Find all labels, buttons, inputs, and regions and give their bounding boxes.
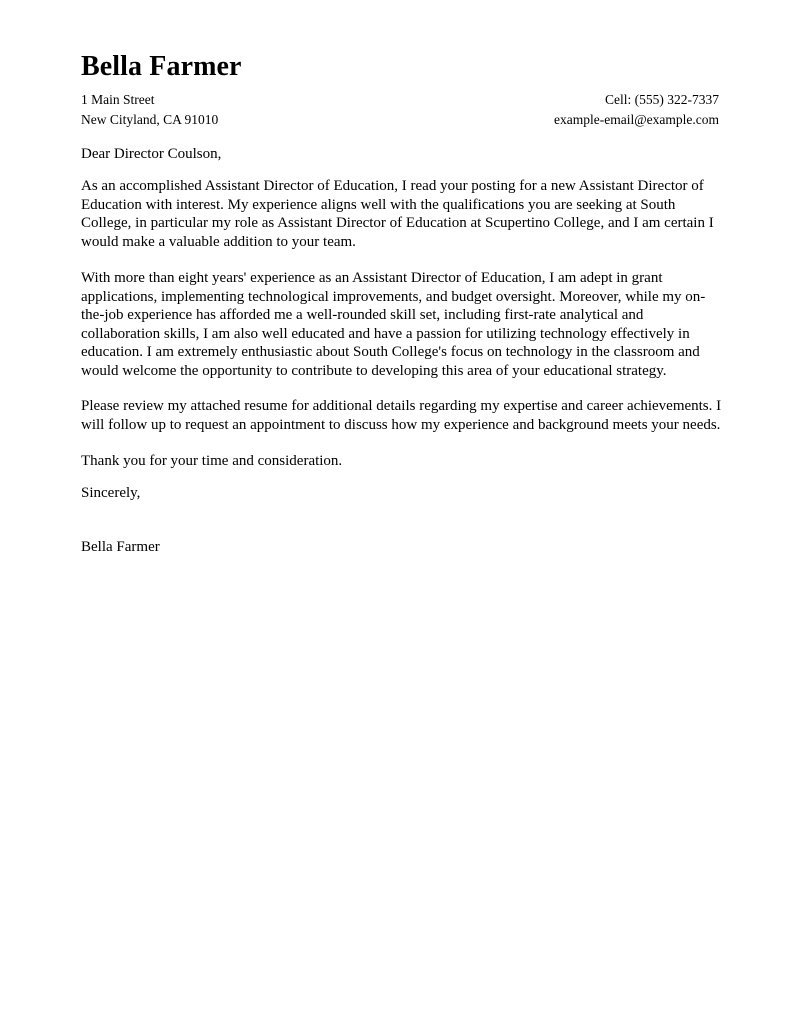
sender-street-address: 1 Main Street <box>81 92 155 107</box>
paragraph-line: would welcome the opportunity to contribute to developing this area of your educational strategy. <box>81 362 667 379</box>
paragraph-line: would make a valuable addition to your team. <box>81 233 356 250</box>
paragraph-line: will follow up to request an appointment to discuss how my experience and background meets your needs. <box>81 416 721 433</box>
sender-city-state-zip: New Cityland, CA 91010 <box>81 112 219 127</box>
paragraph-line: Education with interest. My experience aligns well with the qualifications you are seeking at South <box>81 196 676 213</box>
paragraph-line: applications, implementing technological improvements, and budget oversight. Moreover, while my on- <box>81 288 706 305</box>
paragraph-line: Please review my attached resume for additional details regarding my expertise and career achievements. I <box>81 398 722 414</box>
paragraph-line: As an accomplished Assistant Director of Education, I read your posting for a new Assistant Director of <box>81 178 704 194</box>
signature-name: Bella Farmer <box>81 539 160 555</box>
paragraph-line: collaboration skills, I am also well educated and have a passion for utilizing technology effectively in <box>81 325 690 342</box>
closing: Sincerely, <box>81 485 141 501</box>
body-paragraph-3 <box>81 397 731 434</box>
paragraph-line: With more than eight years' experience as an Assistant Director of Education, I am adept in grant <box>81 270 663 286</box>
thank-you-line: Thank you for your time and consideration. <box>81 453 343 469</box>
sender-email: example-email@example.com <box>554 112 719 127</box>
salutation: Dear Director Coulson, <box>81 146 222 162</box>
sender-phone: Cell: (555) 322-7337 <box>605 92 719 107</box>
paragraph-line: College, in particular my role as Assistant Director of Education at Scupertino College, and I am certain I <box>81 215 714 231</box>
body-paragraph-1 <box>81 177 731 251</box>
sender-name: Bella Farmer <box>81 51 242 82</box>
body-paragraph-2 <box>81 269 731 380</box>
paragraph-line: education. I am extremely enthusiastic about South College's focus on technology in the classroom and <box>81 344 700 360</box>
contact-row-1 <box>81 91 719 109</box>
paragraph-line: the-job experience has afforded me a well-rounded skill set, including first-rate analytical and <box>81 307 644 323</box>
contact-row-2 <box>81 111 719 129</box>
